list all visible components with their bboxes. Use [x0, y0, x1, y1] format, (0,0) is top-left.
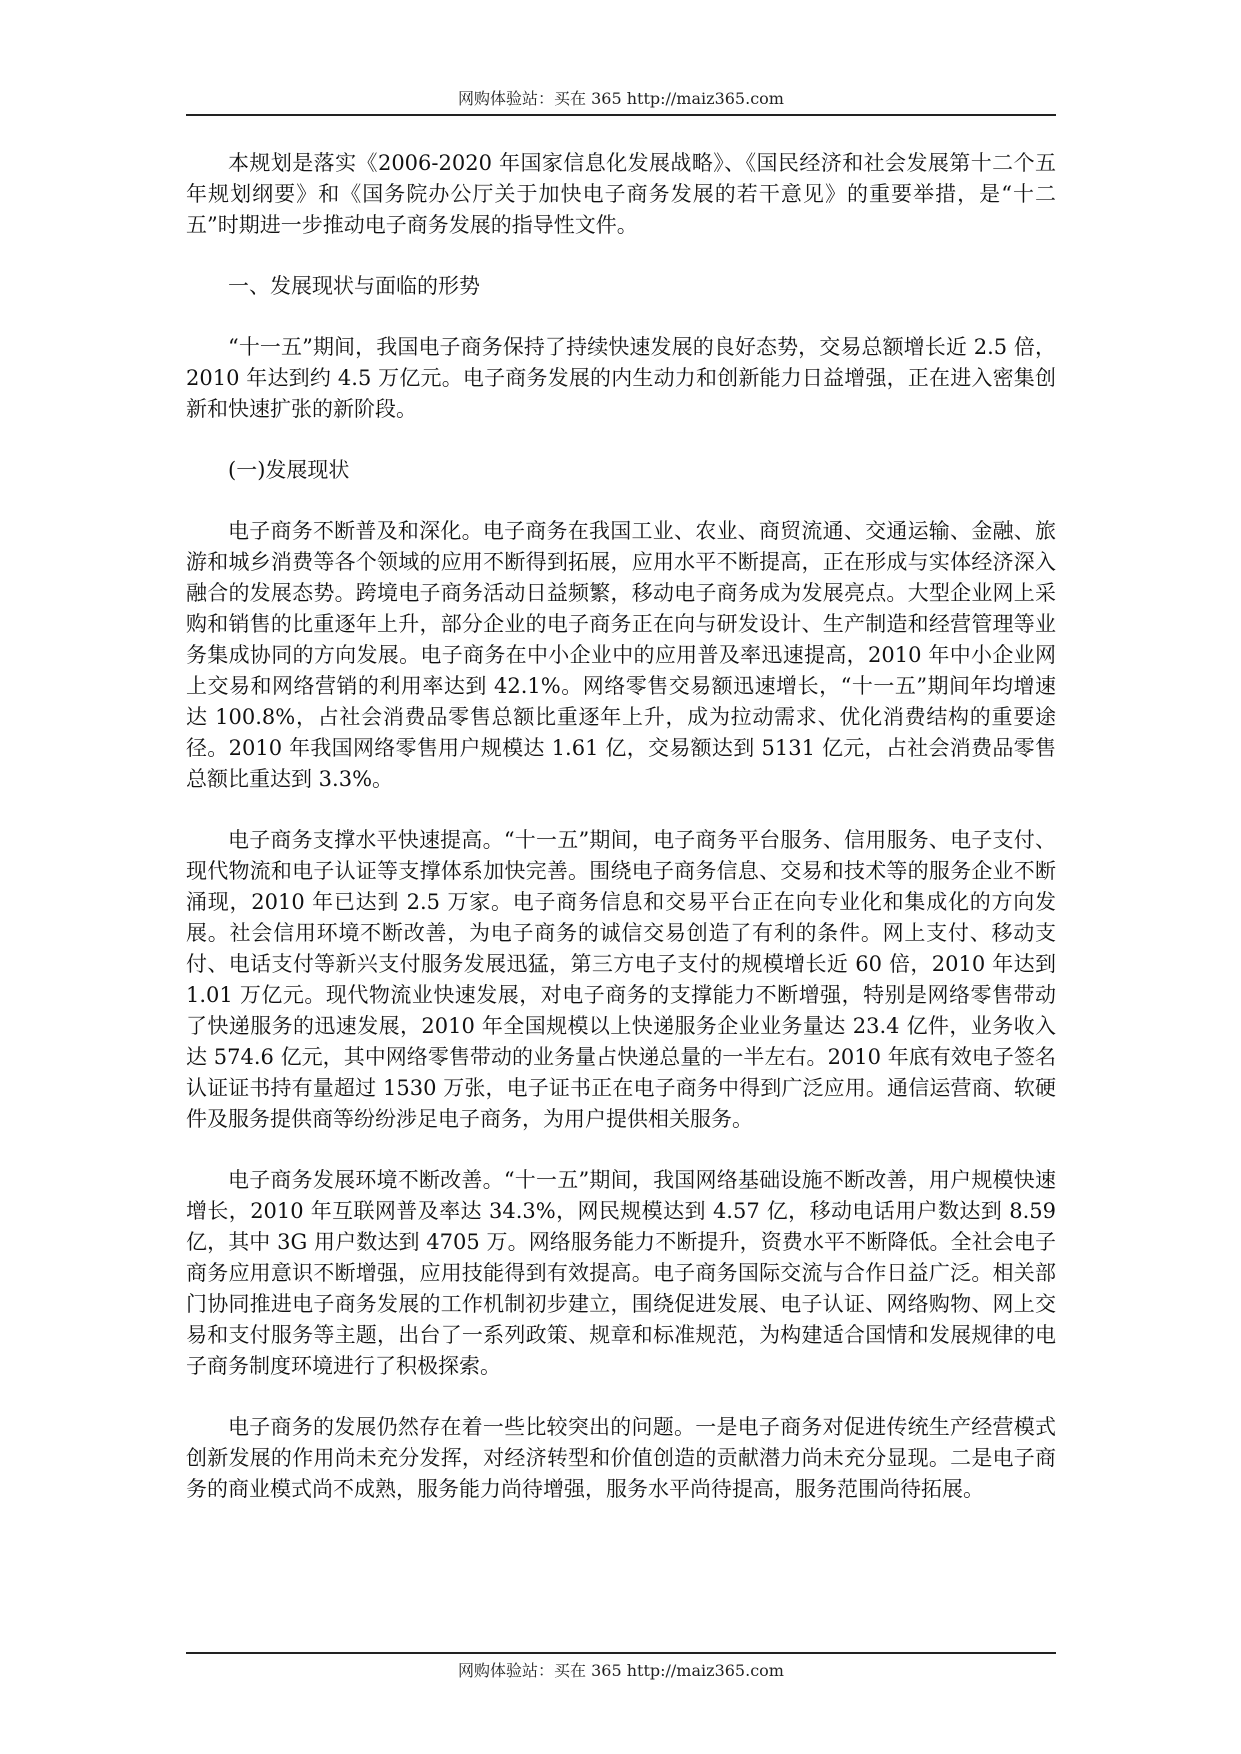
footer-rule	[186, 1652, 1056, 1654]
header-rule	[186, 114, 1056, 116]
paragraph-overview: “十一五”期间，我国电子商务保持了持续快速发展的良好态势，交易总额增长近 2.5 倍，2010 年达到约 4.5 万亿元。电子商务发展的内生动力和创新能力日益增强，正在进入密集创新和快速扩张的新阶段。	[186, 335, 1056, 421]
paragraph-problems: 电子商务的发展仍然存在着一些比较突出的问题。一是电子商务对促进传统生产经营模式创新发展的作用尚未充分发挥，对经济转型和价值创造的贡献潜力尚未充分显现。二是电子商务的商业模式尚不成熟，服务能力尚待增强，服务水平尚待提高，服务范围尚待拓展。	[186, 1415, 1056, 1501]
paragraph-popularization: 电子商务不断普及和深化。电子商务在我国工业、农业、商贸流通、交通运输、金融、旅游和城乡消费等各个领域的应用不断得到拓展，应用水平不断提高，正在形成与实体经济深入融合的发展态势。跨境电子商务活动日益频繁，移动电子商务成为发展亮点。大型企业网上采购和销售的比重逐年上升，部分企业的电子商务正在向与研发设计、生产制造和经营管理等业务集成协同的方向发展。电子商务在中小企业中的应用普及率迅速提高，2010 年中小企业网上交易和网络营销的利用率达到 42.1%。网络零售交易额迅速增长，“十一五”期间年均增速达 100.8%，占社会消费品零售总额比重逐年上升，成为拉动需求、优化消费结构的重要途径。2010 年我国网络零售用户规模达 1.61 亿，交易额达到 5131 亿元，占社会消费品零售总额比重达到 3.3%。	[186, 519, 1056, 791]
paragraph-intro: 本规划是落实《2006-2020 年国家信息化发展战略》、《国民经济和社会发展第十二个五年规划纲要》和《国务院办公厅关于加快电子商务发展的若干意见》的重要举措，是“十二五”时期进一步推动电子商务发展的指导性文件。	[186, 151, 1056, 237]
paragraph-environment: 电子商务发展环境不断改善。“十一五”期间，我国网络基础设施不断改善，用户规模快速增长，2010 年互联网普及率达 34.3%，网民规模达到 4.57 亿，移动电话用户数达到 8.59 亿，其中 3G 用户数达到 4705 万。网络服务能力不断提升，资费水平不断降低。全社会电子商务应用意识不断增强，应用技能得到有效提高。电子商务国际交流与合作日益广泛。相关部门协同推进电子商务发展的工作机制初步建立，围绕促进发展、电子认证、网络购物、网上交易和支付服务等主题，出台了一系列政策、规章和标准规范，为构建适合国情和发展规律的电子商务制度环境进行了积极探索。	[186, 1168, 1056, 1378]
document-body	[186, 148, 1056, 1505]
section-heading-1: 一、发展现状与面临的形势	[228, 274, 480, 298]
paragraph-support-level: 电子商务支撑水平快速提高。“十一五”期间，电子商务平台服务、信用服务、电子支付、现代物流和电子认证等支撑体系加快完善。围绕电子商务信息、交易和技术等的服务企业不断涌现，2010 年已达到 2.5 万家。电子商务信息和交易平台正在向专业化和集成化的方向发展。社会信用环境不断改善，为电子商务的诚信交易创造了有利的条件。网上支付、移动支付、电话支付等新兴支付服务发展迅猛，第三方电子支付的规模增长近 60 倍，2010 年达到 1.01 万亿元。现代物流业快速发展，对电子商务的支撑能力不断增强，特别是网络零售带动了快递服务的迅速发展，2010 年全国规模以上快递服务企业业务量达 23.4 亿件，业务收入达 574.6 亿元，其中网络零售带动的业务量占快递总量的一半左右。2010 年底有效电子签名认证证书持有量超过 1530 万张，电子证书正在电子商务中得到广泛应用。通信运营商、软硬件及服务提供商等纷纷涉足电子商务，为用户提供相关服务。	[186, 828, 1056, 1131]
running-footer: 网购体验站：买在 365 http://maiz365.com	[458, 1661, 784, 1680]
subsection-heading-1: (一)发展现状	[228, 458, 350, 482]
running-header: 网购体验站：买在 365 http://maiz365.com	[458, 89, 784, 108]
